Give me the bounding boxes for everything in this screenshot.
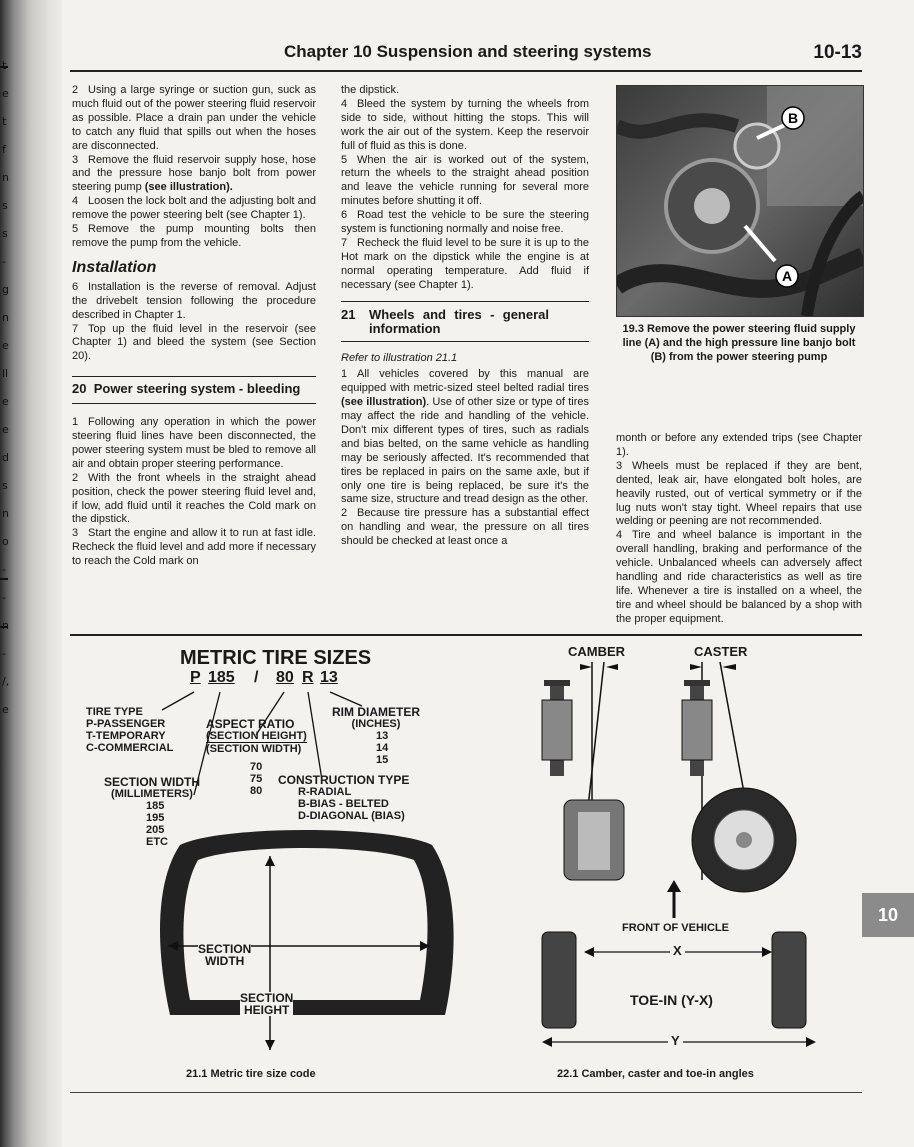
callout-a-label: A: [781, 268, 793, 284]
paragraph-text: Tire and wheel balance is important in the overall handling, braking and performance of the vehicle. Unbalanced wheels can adversely affect handling and ride characteristics as well as tire life. Whenever a tire is installed on a wheel, the tire and wheel should be balanced by a shop with the proper equipment.: [616, 529, 862, 625]
paragraph: [341, 368, 589, 507]
x-label: X: [670, 945, 685, 957]
construction-type-label: [278, 774, 409, 822]
illustration-reference-note: Refer to illustration 21.1: [341, 352, 458, 365]
aspect-ratio-heading: ASPECT RATIO: [206, 717, 295, 731]
binding-letter: n: [2, 507, 9, 520]
metric-tire-size-diagram: [70, 640, 510, 1080]
construction-option: D-DIAGONAL (BIAS): [298, 810, 405, 822]
paragraph-text: When the air is worked out of the system, return the wheels to the straight ahead position and leave the vehicle running for several more minutes before shutting it off.: [341, 153, 589, 208]
rim-value: 15: [376, 754, 389, 766]
paragraph-text: Bleed the system by turning the wheels from side to side, without hitting the stops. This will work the air out of the system. Keep the reservoir full of fluid as this is done.: [341, 97, 589, 152]
paragraph: [72, 527, 316, 569]
paragraph-text: . Use of other size or type of tires may affect the ride and handling of the vehicle. Don't mix different types of tires, such as radials and bias belted, on the same vehicle as handling may be seriously affected. It's recommended that tires be replaced in pairs on the same axle, but if only one tire is being replaced, be sure it's the same size, structure and tread design as the other.: [341, 396, 589, 506]
section-width-label: [104, 776, 200, 800]
page-header: [70, 38, 862, 72]
paragraph-number: 1: [341, 368, 348, 381]
book-binding-shadow: [0, 0, 62, 1147]
tire-type-option: P-PASSENGER: [86, 718, 166, 730]
rim-diameter-unit: (INCHES): [351, 718, 401, 730]
size-code-p: P: [190, 669, 201, 686]
paragraph: [72, 195, 316, 223]
paragraph-text: Road test the vehicle to be sure the steering system is functioning normally and noise free.: [341, 209, 589, 236]
paragraph-text: Remove the fluid reservoir supply hose, hose and the pressure hose banjo bolt from power steering pump: [72, 153, 316, 194]
tire-diagram-title: METRIC TIRE SIZES: [180, 647, 372, 669]
construction-option: R-RADIAL: [298, 786, 352, 798]
binding-letter: e: [2, 703, 9, 716]
aspect-ratio-denominator: (SECTION WIDTH): [206, 743, 302, 755]
cross-width-line: WIDTH: [205, 954, 245, 968]
paragraph-text: With the front wheels in the straight ahead position, check the power steering fluid level and, if low, add fluid until it reaches the Cold mark on the dipstick.: [72, 471, 316, 526]
section-number: 20: [72, 381, 87, 397]
figure-caption-22-1: 22.1 Camber, caster and toe-in angles: [557, 1068, 754, 1080]
figure-caption-21-1: 21.1 Metric tire size code: [186, 1068, 316, 1080]
section-value: 185: [146, 800, 165, 812]
chapter-tab: 10: [862, 893, 914, 937]
section-title: Power steering system - bleeding: [93, 381, 301, 397]
section-width-values: [146, 800, 168, 848]
binding-letter: d: [2, 451, 9, 464]
camber-caster-toe-diagram: [522, 640, 862, 1080]
paragraph: [72, 472, 316, 528]
paragraph-text: Remove the pump mounting bolts then remove the pump from the vehicle.: [72, 223, 316, 249]
rim-diameter-label: [332, 706, 420, 730]
figure-caption-19-3: 19.3 Remove the power steering fluid supply line (A) and the high pressure line banjo bolt (B) from the power steering pump: [622, 323, 856, 363]
paragraph-number: 6: [72, 280, 79, 293]
binding-letter: e: [2, 423, 9, 436]
paragraph-text: Because tire pressure has a substantial effect on handling and wear, the pressure on all tires should be checked at least once a: [341, 507, 589, 548]
paragraph-number: 1: [72, 416, 79, 429]
paragraph: [72, 84, 316, 154]
rim-diameter-heading: RIM DIAMETER: [332, 705, 420, 719]
size-code-slash: /: [254, 669, 259, 686]
construction-heading: CONSTRUCTION TYPE: [278, 773, 410, 787]
tire-type-label: [86, 706, 173, 754]
section-number: 21: [341, 306, 356, 322]
binding-letter: -: [2, 591, 6, 604]
section-title: Wheels and tires - general information: [369, 306, 549, 336]
paragraph: [72, 323, 316, 365]
paragraph-text: Using a large syringe or suction gun, suck as much fluid out of the power steering fluid reservoir as possible. Place a drain pan under the vehicle to catch any fluid that spills out when the hoses are disconnected.: [72, 84, 316, 152]
paragraph-number: 2: [341, 507, 348, 520]
paragraph-text: Top up the fluid level in the reservoir (see Chapter 1) and bleed the system (see Section 20).: [72, 322, 316, 363]
paragraph: [72, 281, 316, 323]
text-column-1: [72, 84, 316, 569]
paragraph: month or before any extended trips (see Chapter 1).: [616, 432, 862, 458]
paragraph-text: Recheck the fluid level to be sure it is up to the Hot mark on the dipstick while the engine is at normal operating temperature. Add fluid if necessary (see Chapter 1).: [341, 236, 589, 291]
binding-letter: /,: [2, 675, 10, 688]
paragraph-number: 2: [72, 84, 79, 96]
binding-letter: ll: [2, 367, 9, 380]
paragraph: [72, 154, 316, 196]
paragraph: [341, 237, 589, 293]
size-code-r: R: [302, 669, 314, 686]
paragraph: [341, 507, 589, 549]
rim-value: 13: [376, 730, 389, 742]
binding-letter: -: [2, 563, 6, 576]
front-of-vehicle-label: FRONT OF VEHICLE: [622, 922, 729, 934]
binding-letter: s: [2, 479, 8, 492]
paragraph: [341, 209, 589, 237]
aspect-ratio-numerator: (SECTION HEIGHT): [206, 730, 307, 742]
cross-section-height-label: [240, 992, 293, 1016]
text-column-2: [341, 84, 589, 549]
binding-letter: n: [2, 171, 9, 184]
paragraph-number: 3: [72, 527, 79, 540]
paragraph-text: Following any operation in which the power steering fluid lines have been disconnected, the power steering system must be bled to remove all air and obtain proper steering performance.: [72, 416, 316, 470]
paragraph: [341, 154, 589, 210]
size-code-80: 80: [276, 669, 294, 686]
illustration-reference: (see illustration): [341, 396, 427, 409]
cross-height-line: HEIGHT: [244, 1003, 290, 1017]
cross-width-line: SECTION: [198, 942, 252, 956]
aspect-value: 75: [250, 773, 263, 785]
paragraph-text: Installation is the reverse of removal. Adjust the drivebelt tension following the procedure described in Chapter 1.: [72, 280, 316, 321]
paragraph-number: 7: [341, 236, 348, 249]
binding-letter: e: [2, 395, 9, 408]
paragraph-number: 7: [72, 322, 79, 335]
cross-section-width-label: [198, 943, 251, 967]
construction-option: B-BIAS - BELTED: [298, 798, 389, 810]
paragraph: the dipstick.: [341, 84, 400, 96]
paragraph: [616, 460, 862, 530]
binding-letter: f: [2, 143, 6, 156]
illustration-reference: (see illustration).: [144, 181, 233, 194]
paragraph-text: Start the engine and allow it to run at fast idle. Recheck the fluid level and add more if necessary to reach the Cold mark on: [72, 527, 316, 568]
rim-values: [376, 730, 388, 766]
paragraph-text: All vehicles covered by this manual are equipped with metric-sized steel belted radial tires: [341, 368, 589, 395]
size-code-185: 185: [208, 669, 235, 686]
aspect-value: 80: [250, 785, 263, 797]
chapter-title: Chapter 10 Suspension and steering systems: [284, 42, 652, 61]
binding-tick: [0, 626, 8, 628]
section-value: ETC: [146, 836, 168, 848]
angle-diagram-drawing: [522, 640, 862, 1080]
page-number: 10-13: [813, 42, 862, 63]
paragraph-number: 4: [341, 97, 348, 110]
paragraph-text: Wheels must be replaced if they are bent, dented, leak air, have elongated bolt holes, are heavily rusted, out of vertical symmetry or if the lug nuts won't stay tight. Wheel repairs that use welding or peening are not recommended.: [616, 459, 862, 528]
binding-letter: s: [2, 227, 8, 240]
binding-letter: s: [2, 199, 8, 212]
power-steering-pump-photo: [616, 85, 864, 317]
section-width-unit: (MILLIMETERS): [111, 788, 193, 800]
paragraph-number: 2: [72, 471, 79, 484]
section-width-heading: SECTION WIDTH: [104, 775, 200, 789]
y-label: Y: [668, 1035, 683, 1047]
toe-in-label: TOE-IN (Y-X): [630, 992, 713, 1008]
tire-type-option: T-TEMPORARY: [86, 730, 166, 742]
paragraph-number: 4: [616, 529, 623, 542]
figure-divider: [70, 634, 862, 636]
text-column-3: [616, 432, 862, 627]
paragraph: [72, 416, 316, 472]
cross-height-line: SECTION: [240, 991, 294, 1005]
binding-letter: -: [2, 647, 6, 660]
paragraph-number: 3: [72, 153, 79, 166]
paragraph-number: 4: [72, 195, 79, 208]
binding-letter: e: [2, 339, 9, 352]
callout-b-label: B: [787, 110, 799, 126]
photo-illustration: [617, 86, 863, 316]
aspect-ratio-label: [206, 718, 307, 755]
caster-label: CASTER: [694, 644, 748, 659]
binding-letter: g: [2, 283, 9, 296]
paragraph-number: 6: [341, 209, 348, 222]
section-20-heading: [72, 376, 316, 404]
bottom-rule: [70, 1092, 862, 1093]
paragraph: [72, 223, 316, 251]
rim-value: 14: [376, 742, 389, 754]
paragraph-number: 5: [341, 153, 348, 166]
paragraph-number: 5: [72, 223, 79, 236]
section-value: 205: [146, 824, 165, 836]
tire-type-option: C-COMMERCIAL: [86, 742, 174, 754]
binding-letter: o: [2, 535, 9, 548]
binding-letter: e: [2, 87, 9, 100]
installation-heading: Installation: [72, 258, 157, 276]
binding-tick: [0, 66, 8, 68]
paragraph: [341, 98, 589, 154]
camber-label: CAMBER: [568, 644, 626, 659]
paragraph-number: 3: [616, 459, 623, 472]
aspect-values: [250, 761, 262, 797]
binding-letter: n: [2, 311, 9, 324]
tire-type-heading: TIRE TYPE: [86, 706, 143, 718]
section-value: 195: [146, 812, 165, 824]
aspect-value: 70: [250, 761, 263, 773]
binding-letter: t: [2, 115, 7, 128]
paragraph: [616, 529, 862, 626]
binding-tick: [0, 578, 8, 580]
section-21-heading: [341, 301, 589, 343]
binding-letter: -: [2, 255, 6, 268]
paragraph-text: Loosen the lock bolt and the adjusting bolt and remove the power steering belt (see Chapter 1).: [72, 195, 316, 222]
size-code-13: 13: [320, 669, 338, 686]
